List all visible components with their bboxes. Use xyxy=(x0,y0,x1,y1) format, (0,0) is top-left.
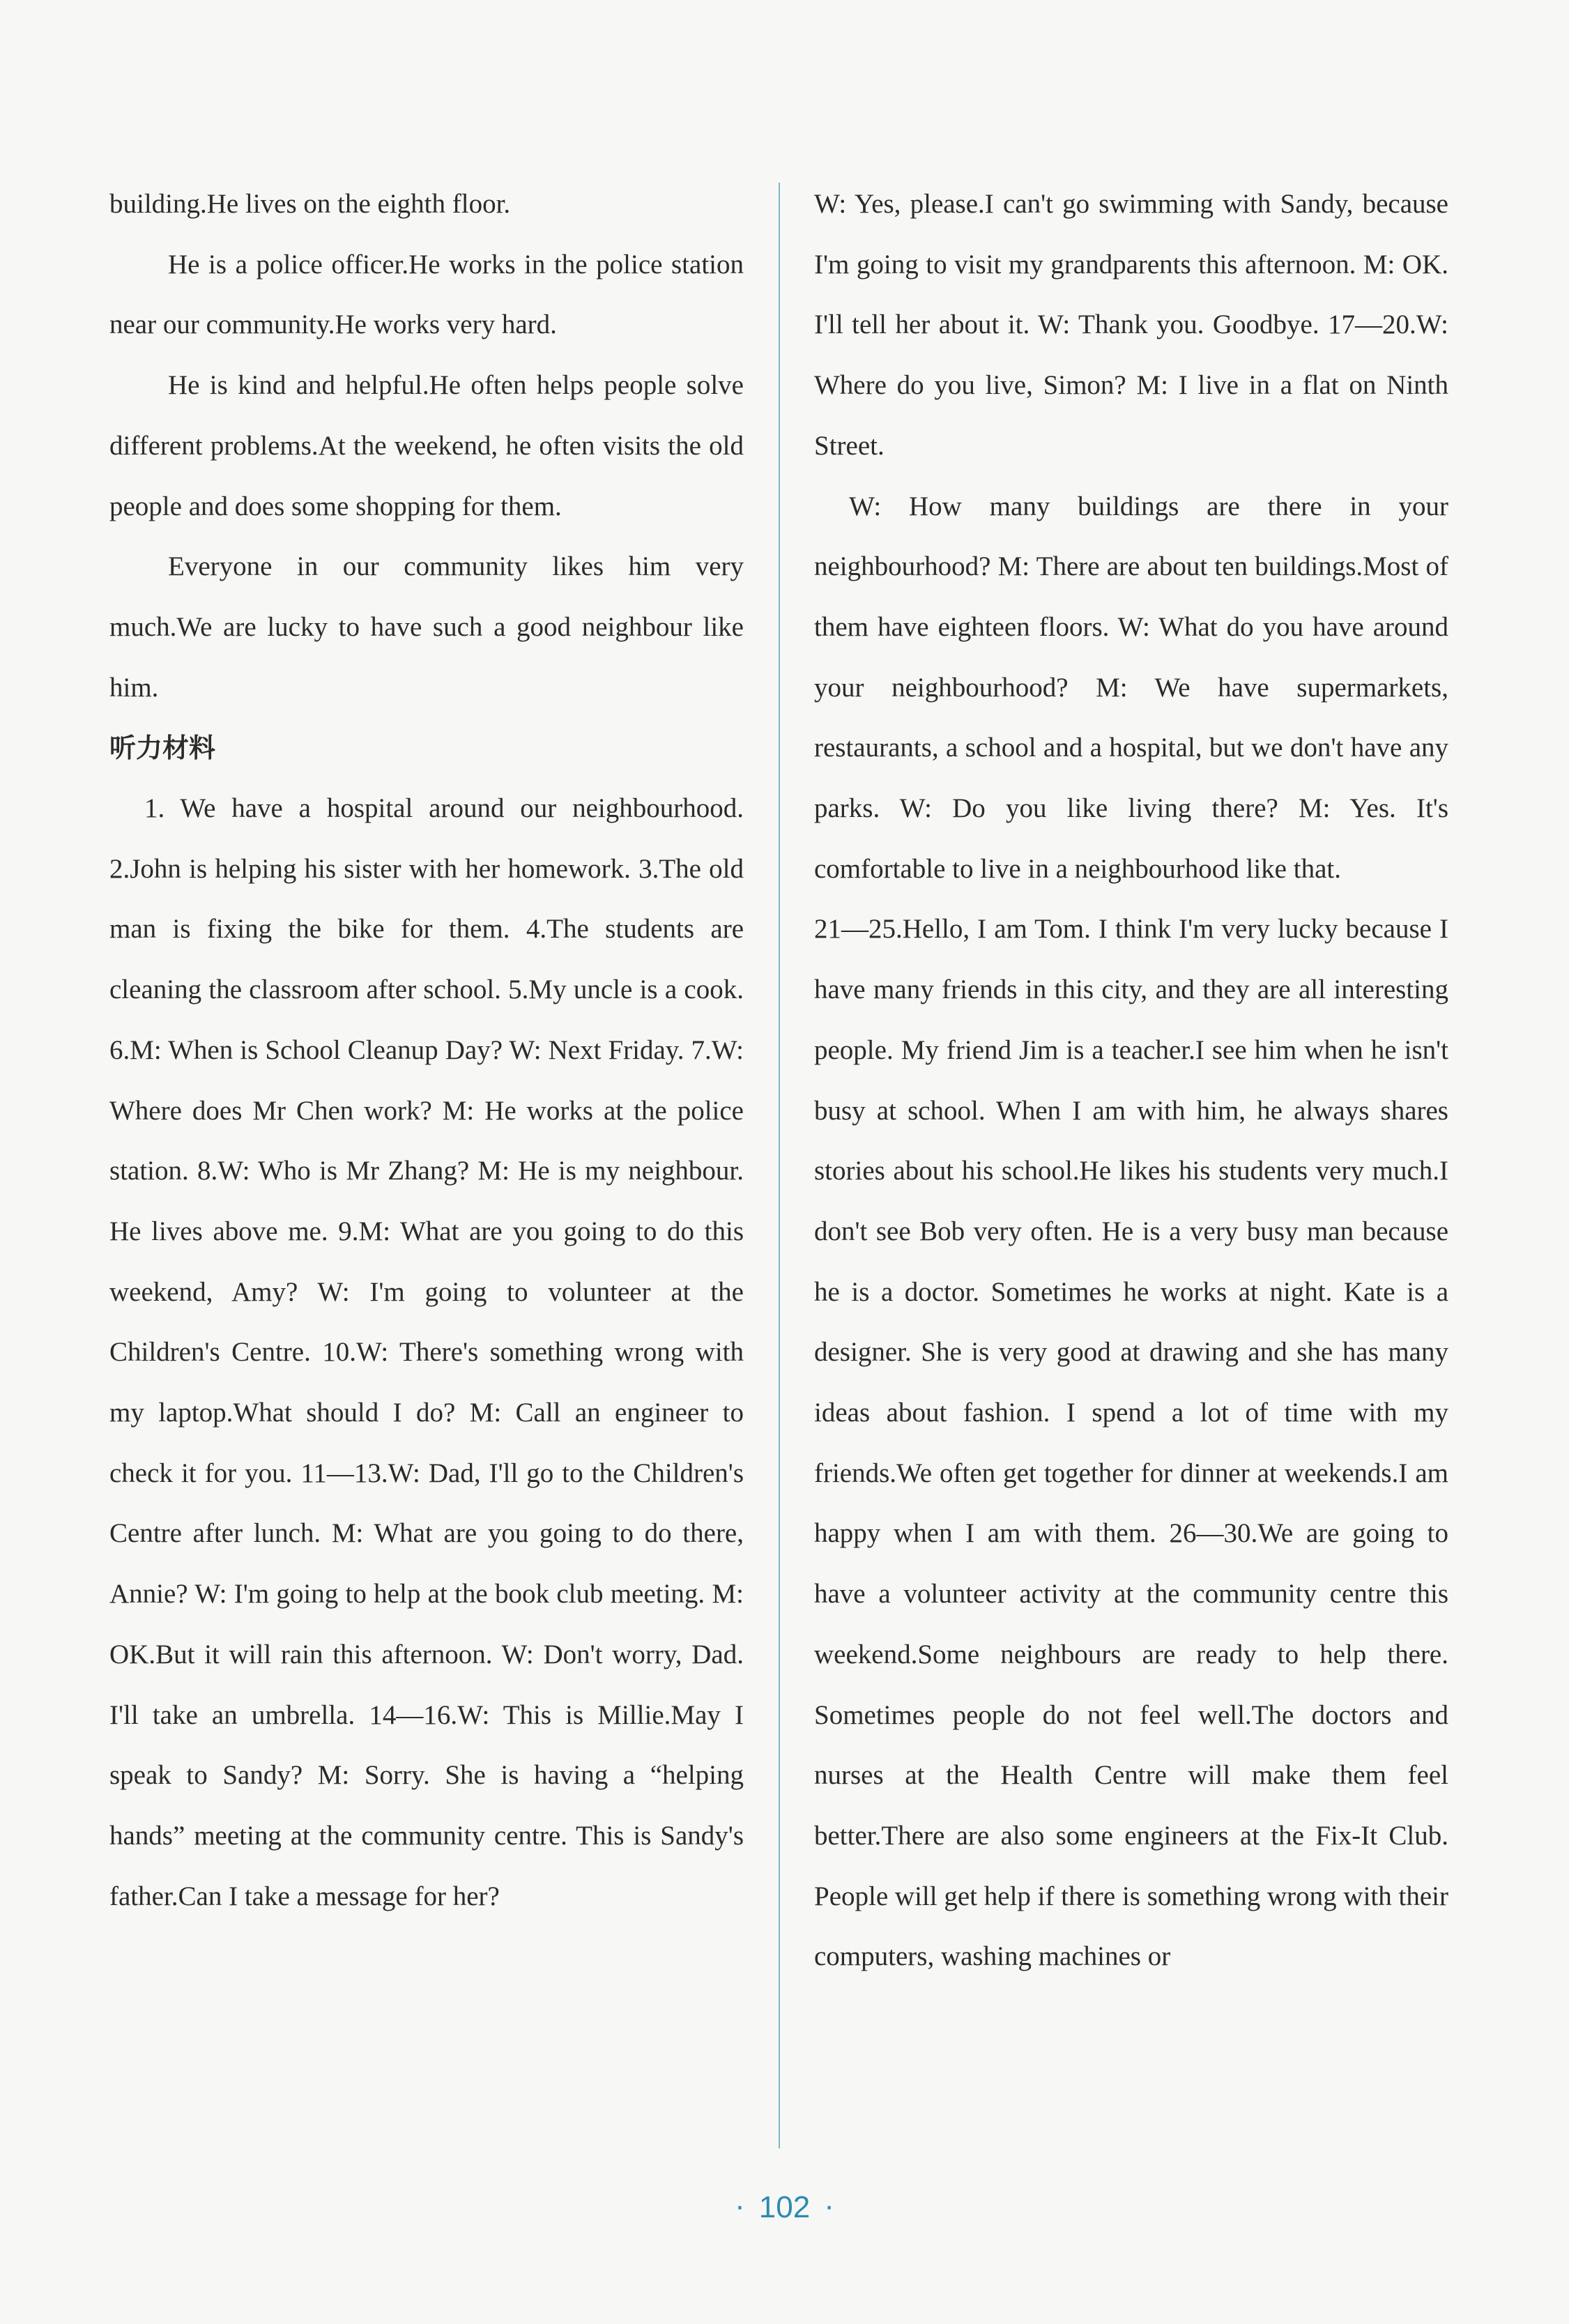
column-divider xyxy=(779,183,780,2148)
section-heading: 听力材料 xyxy=(109,733,216,764)
paragraph: W: Yes, please.I can't go swimming with Sandy, because I'm going to visit my grandparents this afternoon. M: OK. I'll tell her about it. W: Thank you. Goodbye. 17—20.W: Where do you live, Simon? M: I live in a flat on Ninth Street. xyxy=(814,189,1448,461)
paragraph: He is a police officer.He works in the police station near our community.He works very hard. xyxy=(109,249,744,340)
paragraph: building.He lives on the eighth floor. xyxy=(109,189,511,219)
page-footer xyxy=(0,2189,1569,2225)
page-number: 102 xyxy=(758,2190,811,2224)
left-column xyxy=(109,174,744,1927)
paragraph: W: How many buildings are there in your neighbourhood? M: There are about ten buildings.Most of them have eighteen floors. W: What do you have around your neighbourhood? M: We have supermarkets, restaurants, a school and a hospital, but we don't have any parks. W: Do you like living there? M: Yes. It's comfortable to live in a neighbourhood like that. xyxy=(814,491,1448,884)
paragraph: Everyone in our community likes him very much.We are lucky to have such a good neighbour like him. xyxy=(109,551,744,703)
listening-transcript: 1. We have a hospital around our neighbourhood. 2.John is helping his sister with her homework. 3.The old man is fixing the bike for them. 4.The students are cleaning the classroom after school. 5.My uncle is a cook. 6.M: When is School Cleanup Day? W: Next Friday. 7.W: Where does Mr Chen work? M: He works at the police station. 8.W: Who is Mr Zhang? M: He is my neighbour. He lives above me. 9.M: What are you going to do this weekend, Amy? W: I'm going to volunteer at the Children's Centre. 10.W: There's something wrong with my laptop.What should I do? M: Call an engineer to check it for you. 11—13.W: Dad, I'll go to the Children's Centre after lunch. M: What are you going to do there, Annie? W: I'm going to help at the book club meeting. M: OK.But it will rain this afternoon. W: Don't worry, Dad. I'll take an umbrella. 14—16.W: This is Millie.May I speak to Sandy? M: Sorry. She is having a “helping hands” meeting at the community centre. This is Sandy's father.Can I take a message for her? xyxy=(109,793,744,1911)
footer-dot-right: · xyxy=(824,2189,834,2223)
paragraph: He is kind and helpful.He often helps people solve different problems.At the weekend, he often visits the old people and does some shopping for them. xyxy=(109,370,744,521)
paragraph: 21—25.Hello, I am Tom. I think I'm very lucky because I have many friends in this city, and they are all interesting people. My friend Jim is a teacher.I see him when he isn't busy at school. When I am with him, he always shares stories about his school.He likes his students very much.I don't see Bob very often. He is a very busy man because he is a doctor. Sometimes he works at night. Kate is a designer. She is very good at drawing and she has many ideas about fashion. I spend a lot of time with my friends.We often get together for dinner at weekends.I am happy when I am with them. 26—30.We are going to have a volunteer activity at the community centre this weekend.Some neighbours are ready to help there. Sometimes people do not feel well.The doctors and nurses at the Health Centre will make them feel better.There are also some engineers at the Fix-It Club. People will get help if there is something wrong with their computers, washing machines or xyxy=(814,914,1448,1972)
footer-dot-left: · xyxy=(735,2189,745,2223)
right-column xyxy=(814,174,1448,1987)
